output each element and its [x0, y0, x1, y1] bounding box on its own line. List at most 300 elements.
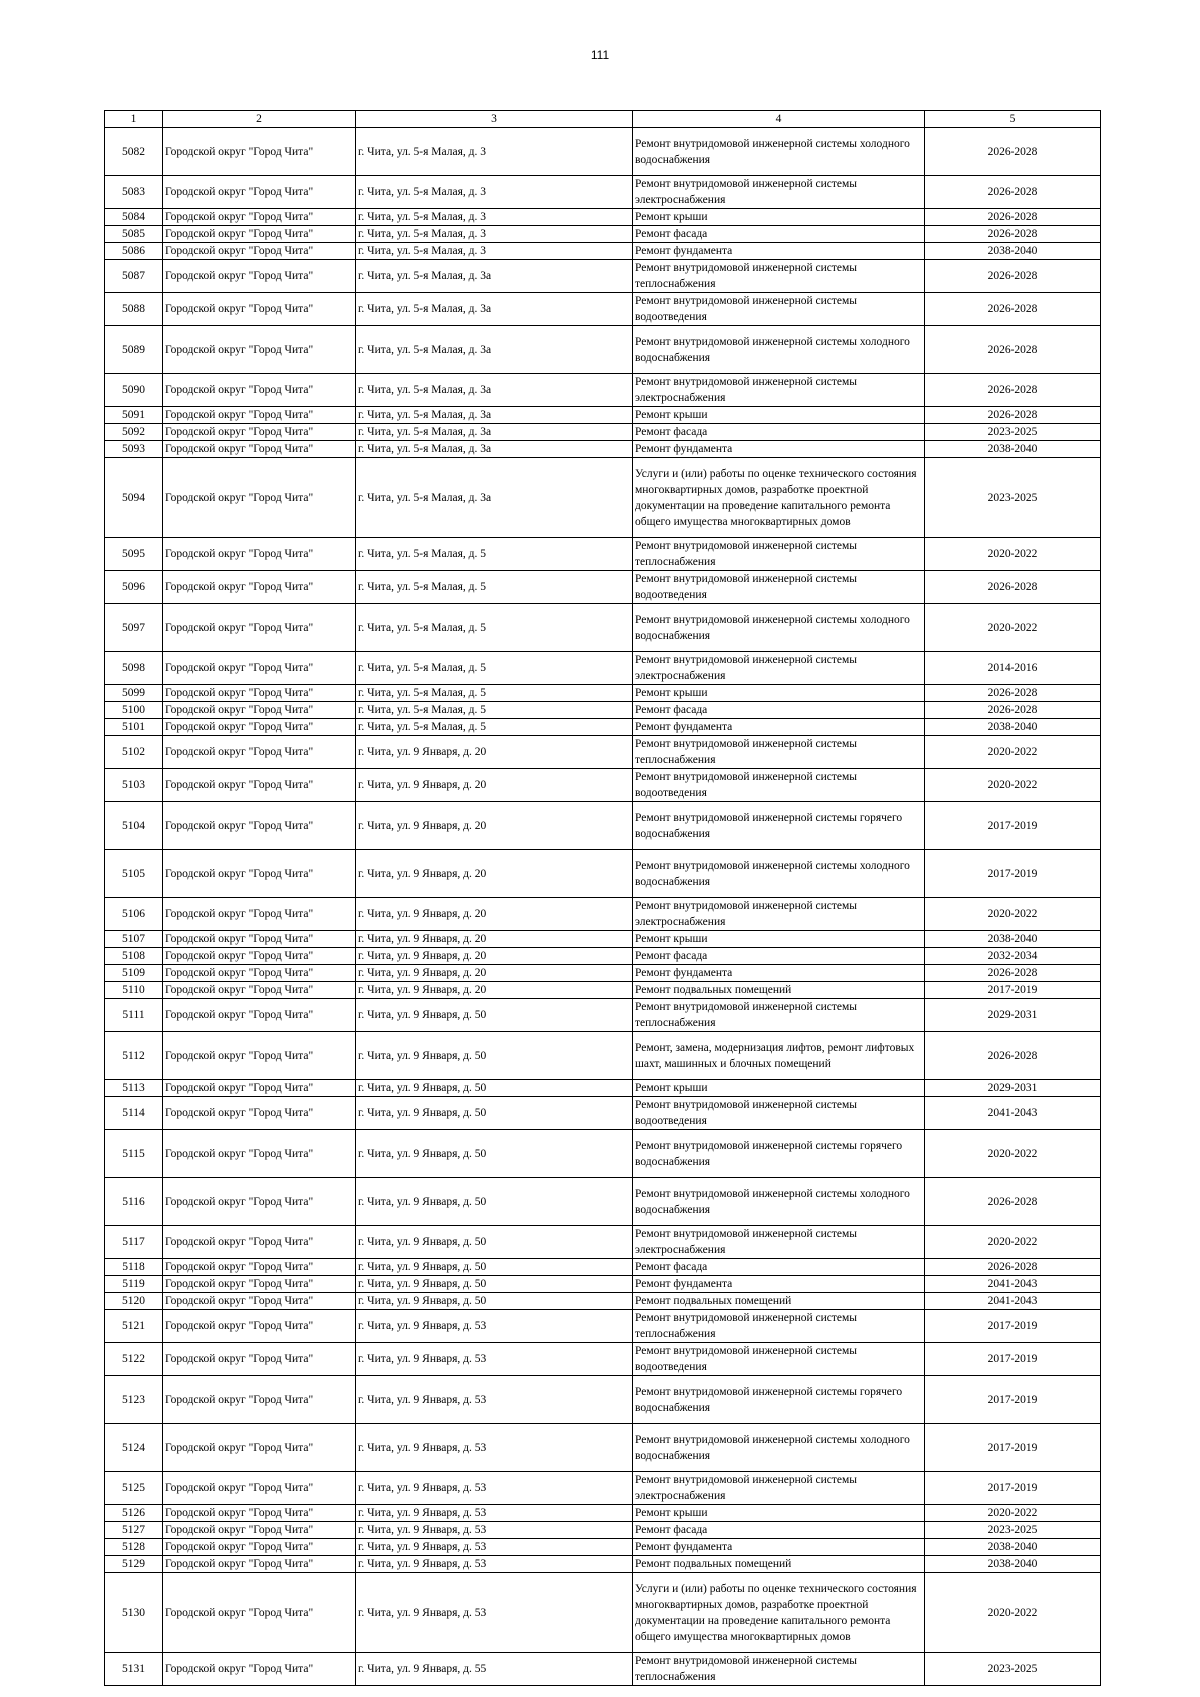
address-cell: г. Чита, ул. 9 Января, д. 20 [356, 965, 633, 982]
municipality-cell: Городской округ "Город Чита" [163, 1080, 356, 1097]
row-number-cell: 5109 [105, 965, 163, 982]
work-type-cell: Ремонт крыши [633, 1505, 925, 1522]
address-cell: г. Чита, ул. 5-я Малая, д. 3а [356, 407, 633, 424]
page-number: 111 [590, 48, 610, 62]
period-cell: 2023-2025 [925, 424, 1101, 441]
address-cell: г. Чита, ул. 9 Января, д. 50 [356, 1080, 633, 1097]
address-cell: г. Чита, ул. 5-я Малая, д. 5 [356, 604, 633, 652]
work-type-cell: Ремонт крыши [633, 685, 925, 702]
address-cell: г. Чита, ул. 5-я Малая, д. 3а [356, 293, 633, 326]
period-cell: 2020-2022 [925, 1573, 1101, 1653]
table-row [105, 1178, 1101, 1226]
column-header-2: 2 [163, 111, 356, 128]
table-row [105, 1097, 1101, 1130]
work-type-cell: Ремонт внутридомовой инженерной системы теплоснабжения [633, 1310, 925, 1343]
period-cell: 2020-2022 [925, 898, 1101, 931]
table-row [105, 1032, 1101, 1080]
municipality-cell: Городской округ "Город Чита" [163, 1130, 356, 1178]
row-number-cell: 5107 [105, 931, 163, 948]
row-number-cell: 5095 [105, 538, 163, 571]
table-row [105, 685, 1101, 702]
municipality-cell: Городской округ "Город Чита" [163, 1259, 356, 1276]
address-cell: г. Чита, ул. 5-я Малая, д. 3 [356, 226, 633, 243]
work-type-cell: Ремонт крыши [633, 931, 925, 948]
row-number-cell: 5113 [105, 1080, 163, 1097]
period-cell: 2026-2028 [925, 1178, 1101, 1226]
municipality-cell: Городской округ "Город Чита" [163, 1097, 356, 1130]
row-number-cell: 5121 [105, 1310, 163, 1343]
period-cell: 2020-2022 [925, 604, 1101, 652]
municipality-cell: Городской округ "Город Чита" [163, 1522, 356, 1539]
period-cell: 2017-2019 [925, 1376, 1101, 1424]
address-cell: г. Чита, ул. 9 Января, д. 50 [356, 1032, 633, 1080]
address-cell: г. Чита, ул. 5-я Малая, д. 3 [356, 209, 633, 226]
period-cell: 2038-2040 [925, 719, 1101, 736]
work-type-cell: Ремонт внутридомовой инженерной системы холодного водоснабжения [633, 604, 925, 652]
work-type-cell: Ремонт подвальных помещений [633, 1293, 925, 1310]
address-cell: г. Чита, ул. 9 Января, д. 50 [356, 1293, 633, 1310]
address-cell: г. Чита, ул. 9 Января, д. 20 [356, 898, 633, 931]
period-cell: 2026-2028 [925, 685, 1101, 702]
period-cell: 2017-2019 [925, 1343, 1101, 1376]
work-type-cell: Ремонт внутридомовой инженерной системы водоотведения [633, 1343, 925, 1376]
work-type-cell: Ремонт внутридомовой инженерной системы горячего водоснабжения [633, 1376, 925, 1424]
address-cell: г. Чита, ул. 9 Января, д. 20 [356, 802, 633, 850]
period-cell: 2029-2031 [925, 999, 1101, 1032]
work-type-cell: Ремонт фасада [633, 948, 925, 965]
row-number-cell: 5086 [105, 243, 163, 260]
table-row [105, 965, 1101, 982]
period-cell: 2026-2028 [925, 209, 1101, 226]
period-cell: 2026-2028 [925, 260, 1101, 293]
table-row [105, 850, 1101, 898]
municipality-cell: Городской округ "Город Чита" [163, 1310, 356, 1343]
table-row [105, 1276, 1101, 1293]
row-number-cell: 5087 [105, 260, 163, 293]
address-cell: г. Чита, ул. 5-я Малая, д. 3 [356, 128, 633, 176]
work-type-cell: Ремонт внутридомовой инженерной системы горячего водоснабжения [633, 802, 925, 850]
period-cell: 2041-2043 [925, 1097, 1101, 1130]
municipality-cell: Городской округ "Город Чита" [163, 424, 356, 441]
work-type-cell: Ремонт внутридомовой инженерной системы холодного водоснабжения [633, 850, 925, 898]
work-type-cell: Ремонт крыши [633, 209, 925, 226]
row-number-cell: 5085 [105, 226, 163, 243]
row-number-cell: 5104 [105, 802, 163, 850]
period-cell: 2017-2019 [925, 1310, 1101, 1343]
address-cell: г. Чита, ул. 9 Января, д. 53 [356, 1556, 633, 1573]
work-type-cell: Ремонт внутридомовой инженерной системы электроснабжения [633, 176, 925, 209]
row-number-cell: 5096 [105, 571, 163, 604]
municipality-cell: Городской округ "Город Чита" [163, 441, 356, 458]
work-type-cell: Ремонт, замена, модернизация лифтов, ремонт лифтовых шахт, машинных и блочных помещений [633, 1032, 925, 1080]
work-type-cell: Ремонт фундамента [633, 1276, 925, 1293]
address-cell: г. Чита, ул. 9 Января, д. 20 [356, 769, 633, 802]
period-cell: 2026-2028 [925, 702, 1101, 719]
address-cell: г. Чита, ул. 9 Января, д. 50 [356, 1276, 633, 1293]
municipality-cell: Городской округ "Город Чита" [163, 176, 356, 209]
period-cell: 2023-2025 [925, 458, 1101, 538]
row-number-cell: 5099 [105, 685, 163, 702]
table-row [105, 176, 1101, 209]
column-header-1: 1 [105, 111, 163, 128]
municipality-cell: Городской округ "Город Чита" [163, 802, 356, 850]
work-type-cell: Ремонт фасада [633, 702, 925, 719]
work-type-cell: Ремонт подвальных помещений [633, 982, 925, 999]
address-cell: г. Чита, ул. 5-я Малая, д. 3а [356, 441, 633, 458]
municipality-cell: Городской округ "Город Чита" [163, 209, 356, 226]
row-number-cell: 5098 [105, 652, 163, 685]
table-row [105, 948, 1101, 965]
municipality-cell: Городской округ "Город Чита" [163, 652, 356, 685]
row-number-cell: 5122 [105, 1343, 163, 1376]
row-number-cell: 5126 [105, 1505, 163, 1522]
table-row [105, 1556, 1101, 1573]
period-cell: 2026-2028 [925, 293, 1101, 326]
row-number-cell: 5097 [105, 604, 163, 652]
table-row [105, 209, 1101, 226]
municipality-cell: Городской округ "Город Чита" [163, 128, 356, 176]
work-type-cell: Услуги и (или) работы по оценке технического состояния многоквартирных домов, разработке проектной документации на проведение капитального ремонта общего имущества многоквартирных домов [633, 458, 925, 538]
work-type-cell: Ремонт внутридомовой инженерной системы холодного водоснабжения [633, 128, 925, 176]
table-row [105, 1310, 1101, 1343]
address-cell: г. Чита, ул. 9 Января, д. 20 [356, 982, 633, 999]
row-number-cell: 5102 [105, 736, 163, 769]
table-row [105, 1226, 1101, 1259]
address-cell: г. Чита, ул. 5-я Малая, д. 5 [356, 538, 633, 571]
row-number-cell: 5092 [105, 424, 163, 441]
address-cell: г. Чита, ул. 5-я Малая, д. 5 [356, 685, 633, 702]
municipality-cell: Городской округ "Город Чита" [163, 1032, 356, 1080]
row-number-cell: 5089 [105, 326, 163, 374]
repair-schedule-table [104, 110, 1101, 1686]
period-cell: 2038-2040 [925, 931, 1101, 948]
period-cell: 2020-2022 [925, 769, 1101, 802]
address-cell: г. Чита, ул. 9 Января, д. 53 [356, 1539, 633, 1556]
table-row [105, 407, 1101, 424]
row-number-cell: 5090 [105, 374, 163, 407]
work-type-cell: Ремонт фундамента [633, 719, 925, 736]
municipality-cell: Городской округ "Город Чита" [163, 243, 356, 260]
address-cell: г. Чита, ул. 5-я Малая, д. 3а [356, 326, 633, 374]
table-row [105, 982, 1101, 999]
row-number-cell: 5116 [105, 1178, 163, 1226]
table-row [105, 374, 1101, 407]
period-cell: 2023-2025 [925, 1522, 1101, 1539]
municipality-cell: Городской округ "Город Чита" [163, 1226, 356, 1259]
work-type-cell: Ремонт внутридомовой инженерной системы теплоснабжения [633, 538, 925, 571]
work-type-cell: Ремонт внутридомовой инженерной системы холодного водоснабжения [633, 1178, 925, 1226]
address-cell: г. Чита, ул. 9 Января, д. 20 [356, 850, 633, 898]
address-cell: г. Чита, ул. 9 Января, д. 50 [356, 1226, 633, 1259]
table-row [105, 538, 1101, 571]
table-row [105, 1130, 1101, 1178]
table-row [105, 1424, 1101, 1472]
period-cell: 2017-2019 [925, 982, 1101, 999]
period-cell: 2026-2028 [925, 326, 1101, 374]
work-type-cell: Ремонт фасада [633, 226, 925, 243]
address-cell: г. Чита, ул. 9 Января, д. 20 [356, 931, 633, 948]
table-header-row [105, 111, 1101, 128]
period-cell: 2026-2028 [925, 128, 1101, 176]
row-number-cell: 5130 [105, 1573, 163, 1653]
table-row [105, 293, 1101, 326]
column-header-3: 3 [356, 111, 633, 128]
municipality-cell: Городской округ "Город Чита" [163, 260, 356, 293]
work-type-cell: Ремонт крыши [633, 407, 925, 424]
municipality-cell: Городской округ "Город Чита" [163, 965, 356, 982]
row-number-cell: 5083 [105, 176, 163, 209]
municipality-cell: Городской округ "Город Чита" [163, 1343, 356, 1376]
address-cell: г. Чита, ул. 5-я Малая, д. 5 [356, 652, 633, 685]
table-row [105, 424, 1101, 441]
address-cell: г. Чита, ул. 9 Января, д. 50 [356, 999, 633, 1032]
row-number-cell: 5127 [105, 1522, 163, 1539]
period-cell: 2038-2040 [925, 243, 1101, 260]
address-cell: г. Чита, ул. 9 Января, д. 53 [356, 1505, 633, 1522]
address-cell: г. Чита, ул. 9 Января, д. 55 [356, 1653, 633, 1686]
row-number-cell: 5123 [105, 1376, 163, 1424]
address-cell: г. Чита, ул. 9 Января, д. 53 [356, 1573, 633, 1653]
work-type-cell: Ремонт фундамента [633, 441, 925, 458]
period-cell: 2026-2028 [925, 1259, 1101, 1276]
column-header-5: 5 [925, 111, 1101, 128]
municipality-cell: Городской округ "Город Чита" [163, 571, 356, 604]
row-number-cell: 5088 [105, 293, 163, 326]
period-cell: 2014-2016 [925, 652, 1101, 685]
table-row [105, 571, 1101, 604]
period-cell: 2020-2022 [925, 1505, 1101, 1522]
table-row [105, 652, 1101, 685]
work-type-cell: Ремонт внутридомовой инженерной системы холодного водоснабжения [633, 326, 925, 374]
municipality-cell: Городской округ "Город Чита" [163, 226, 356, 243]
row-number-cell: 5129 [105, 1556, 163, 1573]
municipality-cell: Городской округ "Город Чита" [163, 898, 356, 931]
period-cell: 2026-2028 [925, 374, 1101, 407]
row-number-cell: 5125 [105, 1472, 163, 1505]
work-type-cell: Ремонт подвальных помещений [633, 1556, 925, 1573]
row-number-cell: 5112 [105, 1032, 163, 1080]
table-body [105, 128, 1101, 1686]
table-row [105, 736, 1101, 769]
row-number-cell: 5128 [105, 1539, 163, 1556]
period-cell: 2029-2031 [925, 1080, 1101, 1097]
work-type-cell: Ремонт внутридомовой инженерной системы водоотведения [633, 1097, 925, 1130]
table-row [105, 226, 1101, 243]
row-number-cell: 5117 [105, 1226, 163, 1259]
address-cell: г. Чита, ул. 9 Января, д. 53 [356, 1472, 633, 1505]
work-type-cell: Ремонт внутридомовой инженерной системы электроснабжения [633, 652, 925, 685]
work-type-cell: Услуги и (или) работы по оценке технического состояния многоквартирных домов, разработке проектной документации на проведение капитального ремонта общего имущества многоквартирных домов [633, 1573, 925, 1653]
row-number-cell: 5101 [105, 719, 163, 736]
municipality-cell: Городской округ "Город Чита" [163, 1573, 356, 1653]
work-type-cell: Ремонт внутридомовой инженерной системы водоотведения [633, 571, 925, 604]
municipality-cell: Городской округ "Город Чита" [163, 982, 356, 999]
table-row [105, 1573, 1101, 1653]
period-cell: 2017-2019 [925, 850, 1101, 898]
table-row [105, 243, 1101, 260]
address-cell: г. Чита, ул. 9 Января, д. 20 [356, 736, 633, 769]
work-type-cell: Ремонт фасада [633, 1522, 925, 1539]
address-cell: г. Чита, ул. 5-я Малая, д. 3а [356, 458, 633, 538]
period-cell: 2026-2028 [925, 407, 1101, 424]
period-cell: 2026-2028 [925, 1032, 1101, 1080]
table-row [105, 1293, 1101, 1310]
table-row [105, 1522, 1101, 1539]
row-number-cell: 5091 [105, 407, 163, 424]
table-row [105, 604, 1101, 652]
municipality-cell: Городской округ "Город Чита" [163, 1376, 356, 1424]
period-cell: 2020-2022 [925, 736, 1101, 769]
work-type-cell: Ремонт фасада [633, 424, 925, 441]
row-number-cell: 5108 [105, 948, 163, 965]
municipality-cell: Городской округ "Город Чита" [163, 999, 356, 1032]
work-type-cell: Ремонт фундамента [633, 1539, 925, 1556]
period-cell: 2020-2022 [925, 1130, 1101, 1178]
municipality-cell: Городской округ "Город Чита" [163, 685, 356, 702]
municipality-cell: Городской округ "Город Чита" [163, 1276, 356, 1293]
municipality-cell: Городской округ "Город Чита" [163, 538, 356, 571]
municipality-cell: Городской округ "Город Чита" [163, 948, 356, 965]
address-cell: г. Чита, ул. 5-я Малая, д. 3а [356, 260, 633, 293]
row-number-cell: 5100 [105, 702, 163, 719]
address-cell: г. Чита, ул. 5-я Малая, д. 3а [356, 424, 633, 441]
table-row [105, 128, 1101, 176]
address-cell: г. Чита, ул. 9 Января, д. 53 [356, 1424, 633, 1472]
address-cell: г. Чита, ул. 9 Января, д. 50 [356, 1259, 633, 1276]
municipality-cell: Городской округ "Город Чита" [163, 1539, 356, 1556]
address-cell: г. Чита, ул. 9 Января, д. 50 [356, 1130, 633, 1178]
table-row [105, 898, 1101, 931]
table-row [105, 1080, 1101, 1097]
period-cell: 2020-2022 [925, 1226, 1101, 1259]
column-header-4: 4 [633, 111, 925, 128]
municipality-cell: Городской округ "Город Чита" [163, 1293, 356, 1310]
row-number-cell: 5110 [105, 982, 163, 999]
period-cell: 2026-2028 [925, 226, 1101, 243]
row-number-cell: 5131 [105, 1653, 163, 1686]
address-cell: г. Чита, ул. 9 Января, д. 53 [356, 1343, 633, 1376]
row-number-cell: 5114 [105, 1097, 163, 1130]
table-row [105, 719, 1101, 736]
row-number-cell: 5111 [105, 999, 163, 1032]
address-cell: г. Чита, ул. 9 Января, д. 20 [356, 948, 633, 965]
table-row [105, 1343, 1101, 1376]
work-type-cell: Ремонт внутридомовой инженерной системы электроснабжения [633, 1472, 925, 1505]
municipality-cell: Городской округ "Город Чита" [163, 1556, 356, 1573]
row-number-cell: 5119 [105, 1276, 163, 1293]
row-number-cell: 5124 [105, 1424, 163, 1472]
row-number-cell: 5115 [105, 1130, 163, 1178]
address-cell: г. Чита, ул. 9 Января, д. 50 [356, 1178, 633, 1226]
row-number-cell: 5094 [105, 458, 163, 538]
municipality-cell: Городской округ "Город Чита" [163, 326, 356, 374]
period-cell: 2017-2019 [925, 802, 1101, 850]
work-type-cell: Ремонт внутридомовой инженерной системы теплоснабжения [633, 736, 925, 769]
period-cell: 2026-2028 [925, 571, 1101, 604]
table-row [105, 326, 1101, 374]
municipality-cell: Городской округ "Город Чита" [163, 407, 356, 424]
municipality-cell: Городской округ "Город Чита" [163, 293, 356, 326]
municipality-cell: Городской округ "Город Чита" [163, 702, 356, 719]
period-cell: 2038-2040 [925, 1539, 1101, 1556]
period-cell: 2017-2019 [925, 1472, 1101, 1505]
period-cell: 2020-2022 [925, 538, 1101, 571]
table-row [105, 1472, 1101, 1505]
table-row [105, 999, 1101, 1032]
period-cell: 2026-2028 [925, 965, 1101, 982]
period-cell: 2026-2028 [925, 176, 1101, 209]
municipality-cell: Городской округ "Город Чита" [163, 374, 356, 407]
table-row [105, 802, 1101, 850]
table-row [105, 441, 1101, 458]
period-cell: 2038-2040 [925, 1556, 1101, 1573]
row-number-cell: 5082 [105, 128, 163, 176]
municipality-cell: Городской округ "Город Чита" [163, 604, 356, 652]
address-cell: г. Чита, ул. 5-я Малая, д. 3 [356, 243, 633, 260]
work-type-cell: Ремонт фундамента [633, 243, 925, 260]
work-type-cell: Ремонт фундамента [633, 965, 925, 982]
municipality-cell: Городской округ "Город Чита" [163, 1178, 356, 1226]
period-cell: 2023-2025 [925, 1653, 1101, 1686]
address-cell: г. Чита, ул. 5-я Малая, д. 3 [356, 176, 633, 209]
table-row [105, 1539, 1101, 1556]
work-type-cell: Ремонт внутридомовой инженерной системы водоотведения [633, 293, 925, 326]
address-cell: г. Чита, ул. 5-я Малая, д. 3а [356, 374, 633, 407]
municipality-cell: Городской округ "Город Чита" [163, 736, 356, 769]
table-row [105, 1259, 1101, 1276]
row-number-cell: 5118 [105, 1259, 163, 1276]
row-number-cell: 5103 [105, 769, 163, 802]
table-row [105, 458, 1101, 538]
municipality-cell: Городской округ "Город Чита" [163, 1505, 356, 1522]
municipality-cell: Городской округ "Город Чита" [163, 931, 356, 948]
address-cell: г. Чита, ул. 9 Января, д. 50 [356, 1097, 633, 1130]
municipality-cell: Городской округ "Город Чита" [163, 458, 356, 538]
work-type-cell: Ремонт внутридомовой инженерной системы электроснабжения [633, 898, 925, 931]
address-cell: г. Чита, ул. 9 Января, д. 53 [356, 1376, 633, 1424]
table-row [105, 1653, 1101, 1686]
address-cell: г. Чита, ул. 5-я Малая, д. 5 [356, 719, 633, 736]
table-row [105, 769, 1101, 802]
municipality-cell: Городской округ "Город Чита" [163, 769, 356, 802]
period-cell: 2041-2043 [925, 1293, 1101, 1310]
row-number-cell: 5120 [105, 1293, 163, 1310]
municipality-cell: Городской округ "Город Чита" [163, 1424, 356, 1472]
municipality-cell: Городской округ "Город Чита" [163, 719, 356, 736]
municipality-cell: Городской округ "Город Чита" [163, 850, 356, 898]
work-type-cell: Ремонт внутридомовой инженерной системы теплоснабжения [633, 260, 925, 293]
period-cell: 2038-2040 [925, 441, 1101, 458]
work-type-cell: Ремонт внутридомовой инженерной системы теплоснабжения [633, 1653, 925, 1686]
work-type-cell: Ремонт внутридомовой инженерной системы электроснабжения [633, 1226, 925, 1259]
table-row [105, 1505, 1101, 1522]
row-number-cell: 5093 [105, 441, 163, 458]
work-type-cell: Ремонт внутридомовой инженерной системы холодного водоснабжения [633, 1424, 925, 1472]
work-type-cell: Ремонт внутридомовой инженерной системы теплоснабжения [633, 999, 925, 1032]
period-cell: 2017-2019 [925, 1424, 1101, 1472]
address-cell: г. Чита, ул. 5-я Малая, д. 5 [356, 702, 633, 719]
address-cell: г. Чита, ул. 9 Января, д. 53 [356, 1310, 633, 1343]
work-type-cell: Ремонт фасада [633, 1259, 925, 1276]
municipality-cell: Городской округ "Город Чита" [163, 1653, 356, 1686]
table-row [105, 702, 1101, 719]
address-cell: г. Чита, ул. 5-я Малая, д. 5 [356, 571, 633, 604]
row-number-cell: 5084 [105, 209, 163, 226]
table-row [105, 931, 1101, 948]
period-cell: 2041-2043 [925, 1276, 1101, 1293]
work-type-cell: Ремонт крыши [633, 1080, 925, 1097]
work-type-cell: Ремонт внутридомовой инженерной системы горячего водоснабжения [633, 1130, 925, 1178]
